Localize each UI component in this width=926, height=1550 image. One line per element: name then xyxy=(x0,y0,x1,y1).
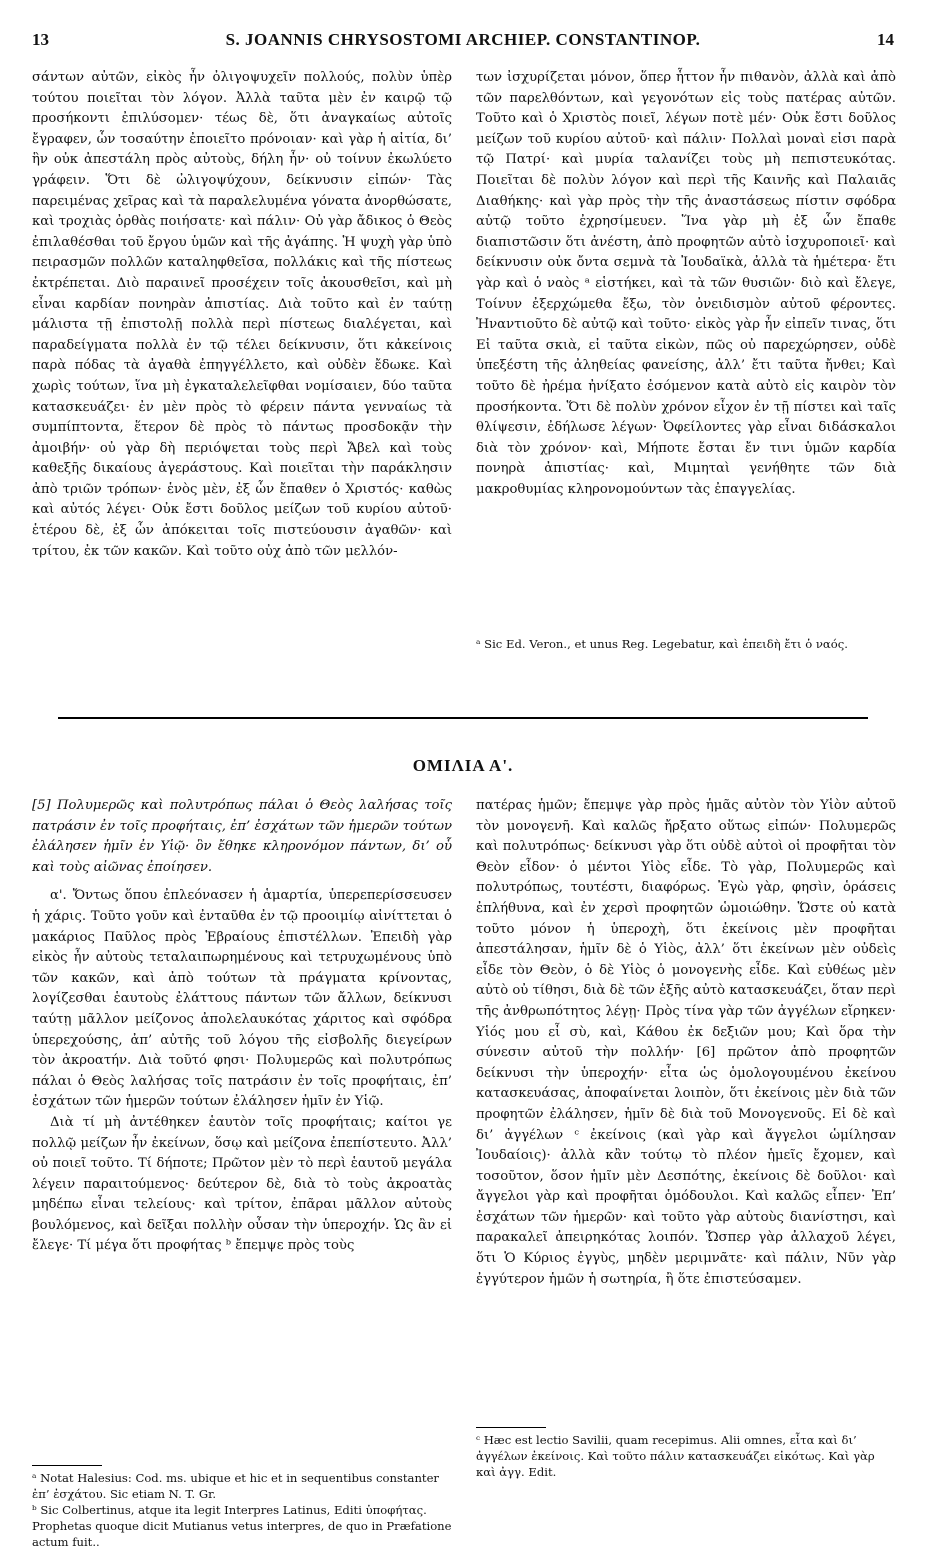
footnotes-left xyxy=(32,1470,452,1550)
page-number-right: 14 xyxy=(877,30,894,49)
top-left-paragraph: σάντων αὐτῶν, εἰκὸς ἦν ὀλιγοψυχεῖν πολλούς, πολὺν ὑπὲρ τούτου ποιεῖται τὸν λόγον. Ἀλλὰ ταῦτα μὲν ἐν καιρῷ τῷ προσήκοντι ἐπιλύσομεν· τέως δὲ, ὅτι ἀναγκαίως αὐτοῖς ἔγραφεν, ὧν τοσαύτην ἐποιεῖτο πρόνοιαν· καὶ γὰρ ἡ αἰτία, δι’ ἣν οὐκ ἀπεστάλη πρὸς αὐτοὺς, δήλη ἦν· οὐ τοίνυν ἐκωλύετο γράφειν. Ὅτι δὲ ὠλιγοψύχουν, δείκνυσιν εἰπών· Τὰς παρειμένας χεῖρας καὶ τὰ παραλελυμένα γόνατα ἀνορθώσατε, καὶ τροχιὰς ὀρθὰς ποιήσατε· καὶ πάλιν· Οὐ γὰρ ἄδικος ὁ Θεὸς ἐπιλαθέσθαι τοῦ ἔργου ὑμῶν καὶ τῆς ἀγάπης. Ἡ ψυχὴ γὰρ ὑπὸ πειρασμῶν πολλῶν καταληφθεῖσα, πολλάκις καὶ τῆς πίστεως ἐκτρέπεται. Διὸ παραινεῖ προσέχειν τοῖς ἀκουσθεῖσι, καὶ μὴ εἶναι καρδίαν πονηρὰν ἀπιστίας. Διὰ τοῦτο καὶ ἐν ταύτῃ μάλιστα τῇ ἐπιστολῇ πολλὰ περὶ πίστεως διαλέγεται, καὶ παραδείγματα πολλὰ ἐν τῷ τέλει δείκνυσιν, ὅτι κἀκείνοις παρὰ πόδας τὰ ἀγαθὰ ἐπηγγέλλετο, καὶ οὐδὲν ἔδωκε. Καὶ χωρὶς τούτων, ἵνα μὴ ἐγκαταλελεῖφθαι νομίσαιεν, δύο ταῦτα κατασκευάζει· ἐν μὲν πρὸς τὸ φέρειν πάντα γενναίως τὰ συμπίπτοντα, ἕτερον δὲ πρὸς τὸ πάντως προσδοκᾷν τὴν ἀμοιβήν· οὐ γὰρ δὴ περιόψεται τοὺς περὶ Ἄβελ καὶ τοὺς καθεξῆς δικαίους ἀγεράστους. Καὶ ποιεῖται τὴν παράκλησιν ἀπὸ τριῶν τρόπων· ἑνὸς μὲν, ἐξ ὧν ἔπαθεν ὁ Χριστός· καθὼς καὶ αὐτός λέγει· Οὐκ ἔστι δοῦλος μείζων τοῦ κυρίου αὐτοῦ· ἑτέρου δὲ, ἐξ ὧν ἀπόκειται τοῖς πιστεύουσιν ἀγαθῶν· καὶ τρίτου, ἐκ τῶν κακῶν. Καὶ τοῦτο οὐχ ἀπὸ τῶν μελλόν- xyxy=(32,70,452,559)
homily-paragraph-2: Διὰ τί μὴ ἀντέθηκεν ἑαυτὸν τοῖς προφήταις; καίτοι γε πολλῷ μείζων ἦν ἐκείνων, ὅσῳ καὶ μείζονα ἐπεπίστευτο. Ἀλλ’ οὐ ποιεῖ τοῦτο. Τί δήποτε; Πρῶτον μὲν τὸ περὶ ἑαυτοῦ μεγάλα λέγειν παραιτούμενος· δεύτερον δὲ, διὰ τὸ τοὺς ἀκροατὰς μηδέπω εἶναι τελείους· καὶ τρίτον, ἐπᾶραι μᾶλλον αὐτοὺς βουλόμενος, καὶ δεῖξαι πολλὴν οὖσαν τὴν ὑπεροχήν. Ὡς ἂν εἰ ἔλεγε· Τί μέγα ὅτι προφήτας ᵇ ἔπεμψε πρὸς τοὺς xyxy=(32,1114,452,1254)
top-left-column xyxy=(32,68,452,562)
bottom-left-column xyxy=(32,796,452,1257)
footnote-2: ᵇ Sic Colbertinus, atque ita legit Interpres Latinus, Editi ὑποφήτας. Prophetas quoque dicit Mutianus vetus interpres, de quo in Præfatione actum fuit.. xyxy=(32,1503,452,1549)
homily-paragraph-1: α'. Ὄντως ὅπου ἐπλεόνασεν ἡ ἁμαρτία, ὑπερεπερίσσευσεν ἡ χάρις. Τοῦτο γοῦν καὶ ἐνταῦθα ἐν τῷ προοιμίῳ αἰνίττεται ὁ μακάριος Παῦλος πρὸς Ἑβραίους ἐπιστέλλων. Ἐπειδὴ γὰρ εἰκὸς ἦν αὐτοὺς τεταλαιπωρημένους καὶ τετρυχωμένους ὑπὸ τῶν κακῶν, καὶ ἀπὸ τούτων τὰ πράγματα κρίνοντας, λογίζεσθαι ἑαυτοὺς ἐλάττους πάντων τῶν ἄλλων, δείκνυσι ταύτῃ μᾶλλον μείζονος ἀπολελαυκότας χάριτος καὶ σφόδρα ὑπερεχούσης, ἀπ’ αὐτῆς τοῦ λόγου τῆς εἰσβολῆς διεγείρων τὸν ἀκροατήν. Διὰ τοῦτό φησι· Πολυμερῶς καὶ πολυτρόπως πάλαι ὁ Θεὸς λαλήσας τοῖς πατράσιν ἐν τοῖς προφήταις, ἐπ’ ἐσχάτων τῶν ἡμερῶν τούτων ἐλάλησεν ἡμῖν ἐν Υἱῷ. xyxy=(32,888,452,1110)
footnote-rule-left xyxy=(32,1465,102,1466)
top-right-paragraph: των ἰσχυρίζεται μόνον, ὅπερ ἧττον ἦν πιθανὸν, ἀλλὰ καὶ ἀπὸ τῶν παρελθόντων, καὶ γεγονότων εἰς τοὺς πατέρας αὐτῶν. Τοῦτο καὶ ὁ Χριστὸς ποιεῖ, λέγων ποτὲ μέν· Οὐκ ἔστι δοῦλος μείζων τοῦ κυρίου αὐτοῦ· καὶ πάλιν· Πολλαὶ μοναὶ εἰσι παρὰ τῷ Πατρί· καὶ μυρία ταλανίζει τοὺς μὴ πεπιστευκότας. Ποιεῖται δὲ πολὺν λόγον καὶ περὶ τῆς Καινῆς καὶ Παλαιᾶς Διαθήκης· καὶ γὰρ πρὸς τὴν τῆς ἀναστάσεως πίστιν σφόδρα αὐτῷ τοῦτο ἐχρησίμευεν. Ἵνα γὰρ μὴ ἐξ ὧν ἔπαθε διαπιστῶσιν ὅτι ἀνέστη, ἀπὸ προφητῶν αὐτὸ ἰσχυροποιεῖ· καὶ δείκνυσιν οὐκ ὄντα σεμνὰ τὰ Ἰουδαϊκὰ, ἀλλὰ τὰ ἡμέτερα· ἔτι γὰρ καὶ ὁ ναὸς ᵃ εἱστήκει, καὶ τὰ τῶν θυσιῶν· διὸ καὶ ἔλεγε, Τοίνυν ἐξερχώμεθα ἔξω, τὸν ὀνειδισμὸν αὐτοῦ φέροντες. Ἠναντιοῦτο δὲ αὐτῷ καὶ τοῦτο· εἰκὸς γὰρ ἦν εἰπεῖν τινας, ὅτι Εἰ ταῦτα σκιὰ, εἰ ταῦτα εἰκὼν, πῶς οὐ παρεχώρησεν, οὐδὲ ὑπεξέστη τῆς ἀληθείας φανείσης, ἀλλ’ ἔτι ταῦτα ἤνθει; Καὶ τοῦτο δὲ ἠρέμα ἠνίξατο ἐσόμενον κατὰ αὐτὸ εἰς καιρὸν τὸν προσήκοντα. Ὅτι δὲ πολὺν χρόνον εἶχον ἐν τῇ πίστει καὶ ταῖς θλίψεσιν, ἐδήλωσε λέγων· Ὀφείλοντες γὰρ εἶναι διδάσκαλοι διὰ τὸν χρόνον· καὶ, Μήποτε ἔσται ἔν τινι ὑμῶν καρδία πονηρὰ ἀπιστίας· καὶ, Μιμηταὶ γενήθητε τῶν διὰ μακροθυμίας κληρονομούντων τὰς ἐπαγγελίας. xyxy=(476,70,896,497)
homily-paragraph-3: πατέρας ἡμῶν; ἔπεμψε γὰρ πρὸς ἡμᾶς αὐτὸν τὸν Υἱὸν αὐτοῦ τὸν μονογενῆ. Καὶ καλῶς ἤρξατο οὕτως εἰπών· Πολυμερῶς καὶ πολυτρόπως· δείκνυσι γὰρ ὅτι οὐδὲ αὐτοὶ οἱ προφῆται τὸν Θεὸν εἶδον· ὁ μέντοι Υἱὸς εἶδε. Τὸ γὰρ, Πολυμερῶς καὶ πολυτρόπως, τουτέστι, διαφόρως. Ἐγὼ γὰρ, φησὶν, ὁράσεις ἐπλήθυνα, καὶ ἐν χερσὶ προφητῶν ὡμοιώθην. Ὥστε οὐ κατὰ τοῦτο μόνον ἡ ὑπεροχὴ, ὅτι ἐκείνοις μὲν προφῆται ἀπεστάλησαν, ἡμῖν δὲ ὁ Υἱὸς, ἀλλ’ ὅτι ἐκείνων μὲν οὐδεὶς εἶδε τὸν Θεὸν, ὁ δὲ Υἱὸς ὁ μονογενὴς εἶδε. Καὶ εὐθέως μὲν αὐτὸ οὐ τίθησι, διὰ δὲ τῶν ἑξῆς αὐτὸ κατασκευάζει, ὅταν περὶ τῆς ἀνθρωπότητος λέγῃ· Πρὸς τίνα γὰρ τῶν ἀγγέλων εἴρηκεν· Υἱός μου εἶ σὺ, καὶ, Κάθου ἐκ δεξιῶν μου; Καὶ ὅρα τὴν σύνεσιν αὐτοῦ τὴν πολλήν· [6] πρῶτον ἀπὸ προφητῶν δείκνυσι τὴν ὑπεροχήν· εἶτα ὡς ὁμολογουμένου ἐκείνου κατασκευάσας, ἀποφαίνεται λοιπὸν, ὅτι ἐκείνοις μὲν διὰ τῶν προφητῶν ἐλάλησεν, ἡμῖν δὲ διὰ τοῦ Μονογενοῦς. Εἰ δὲ καὶ δι’ ἀγγέλων ᶜ ἐκείνοις (καὶ γὰρ καὶ ἄγγελοι ὡμίλησαν Ἰουδαίοις)· ἀλλὰ κἂν τούτῳ τὸ πλέον ἡμεῖς ἔχομεν, καὶ τοσοῦτον, ὅσον ἡμῖν μὲν Δεσπότης, ἐκείνοις δὲ δοῦλοι· καὶ ἄγγελοι γὰρ καὶ προφῆται ὁμόδουλοι. Καὶ καλῶς εἶπεν· Ἐπ’ ἐσχάτων τῶν ἡμερῶν· καὶ τοῦτο γὰρ αὐτοὺς διανίστησι, καὶ παρακαλεῖ ἀπειρηκότας λοιπόν. Ὥσπερ γὰρ ἀλλαχοῦ λέγει, ὅτι Ὁ Κύριος ἐγγὺς, μηδὲν μεριμνᾶτε· καὶ πάλιν, Νῦν γὰρ ἐγγύτερον ἡμῶν ἡ σωτηρία, ἢ ὅτε ἐπιστεύσαμεν. xyxy=(476,798,896,1287)
footnote-1: ᵃ Notat Halesius: Cod. ms. ubique et hic et in sequentibus constanter ἐπ’ ἐσχάτου. Sic etiam N. T. Gr. xyxy=(32,1471,439,1501)
page-number-left: 13 xyxy=(32,30,49,49)
running-header xyxy=(32,30,894,54)
homily-title: ΟΜΙΛΙΑ Α'. xyxy=(412,756,514,775)
bottom-right-column xyxy=(476,796,896,1290)
footnote-a: ᵃ Sic Ed. Veron., et unus Reg. Legebatur, καὶ ἐπειδὴ ἔτι ὁ ναός. xyxy=(476,637,848,651)
footnote-3: ᶜ Hæc est lectio Savilii, quam recepimus. Alii omnes, εἶτα καὶ δι’ ἀγγέλων ἐκείνοις. Καὶ τοῦτο πάλιν κατασκευάζει εἰκότως. Καὶ γὰρ καὶ ἀγγ. Edit. xyxy=(476,1433,875,1479)
running-title: S. JOANNIS CHRYSOSTOMI ARCHIEP. CONSTANTINOP. xyxy=(225,30,701,49)
top-right-column xyxy=(476,68,896,500)
scripture-lemma: [5] Πολυμερῶς καὶ πολυτρόπως πάλαι ὁ Θεὸς λαλήσας τοῖς πατράσιν ἐν τοῖς προφήταις, ἐπ’ ἐσχάτων τῶν ἡμερῶν τούτων ἐλάλησεν ἡμῖν ἐν Υἱῷ· ὃν ἔθηκε κληρονόμον πάντων, δι’ οὗ καὶ τοὺς αἰῶνας ἐποίησεν. xyxy=(32,798,452,875)
footnote-rule-right xyxy=(476,1427,546,1428)
section-divider xyxy=(58,717,868,719)
